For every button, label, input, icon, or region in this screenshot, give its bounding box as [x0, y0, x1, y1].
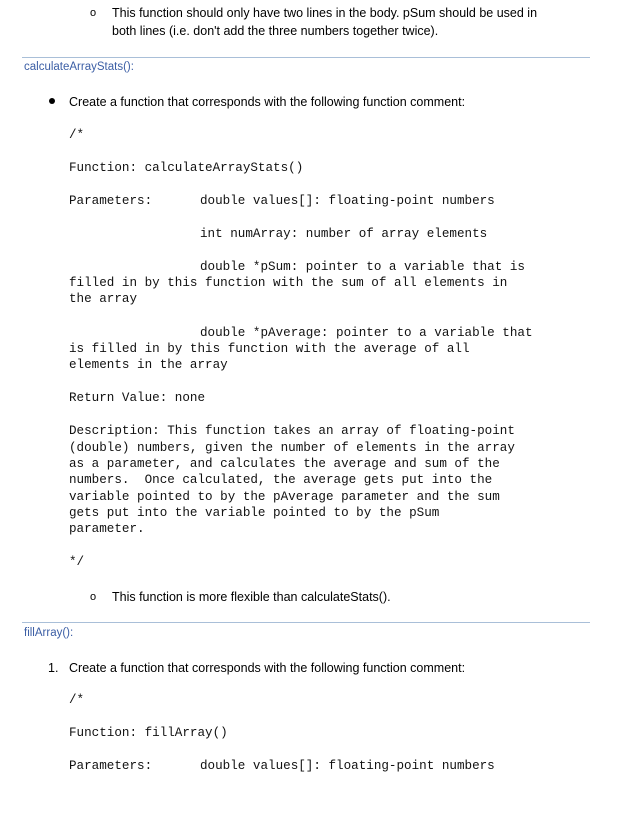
sub-bullet-marker: o [90, 591, 97, 603]
bullet-text: Create a function that corresponds with the following function comment: [69, 95, 466, 109]
comment-description-line-1: Description: This function takes an array of floating-point [69, 424, 515, 438]
comment-param-paverage-line-2: is filled in by this function with the average of all [69, 342, 470, 356]
comment-param-psum-line-3: the array [69, 292, 138, 306]
comment-open: /* [69, 693, 85, 707]
comment-description-line-6: gets put into the variable pointed to by the pSum [69, 506, 440, 520]
comment-description-line-2: (double) numbers, given the number of elements in the array [69, 441, 515, 455]
sub-bullet-text-line-1: This function should only have two lines in the body. pSum should be used in [112, 6, 538, 20]
sub-bullet-text-line-2: both lines (i.e. don't add the three numbers together twice). [112, 24, 439, 38]
comment-description-line-3: as a parameter, and calculates the average and sum of the [69, 457, 500, 471]
comment-param-psum-line-1: double *pSum: pointer to a variable that is [200, 260, 525, 274]
list-item-text: Create a function that corresponds with the following function comment: [69, 661, 466, 675]
comment-close: */ [69, 555, 85, 569]
comment-return-value: Return Value: none [69, 391, 206, 405]
section-heading-calculatearraystats: calculateArrayStats(): [24, 61, 134, 73]
comment-description-line-5: variable pointed to by the pAverage parameter and the sum [69, 490, 500, 504]
comment-param-psum-line-2: filled in by this function with the sum of all elements in [69, 276, 508, 290]
sub-bullet-marker: o [90, 7, 97, 19]
section-divider [22, 622, 590, 623]
comment-function-line: Function: calculateArrayStats() [69, 161, 304, 175]
bullet-disc [49, 98, 55, 104]
comment-description-line-4: numbers. Once calculated, the average gets put into the [69, 473, 493, 487]
comment-description-line-7: parameter. [69, 522, 145, 536]
section-heading-fillarray: fillArray(): [24, 627, 74, 639]
comment-param-paverage-line-3: elements in the array [69, 358, 228, 372]
comment-function-line: Function: fillArray() [69, 726, 228, 740]
comment-param-numarray: int numArray: number of array elements [200, 227, 488, 241]
comment-param-values: double values[]: floating-point numbers [200, 759, 495, 773]
sub-bullet-text: This function is more flexible than calculateStats(). [112, 590, 391, 604]
comment-open: /* [69, 128, 85, 142]
comment-param-paverage-line-1: double *pAverage: pointer to a variable that [200, 326, 533, 340]
comment-param-values: double values[]: floating-point numbers [200, 194, 495, 208]
comment-param-label: Parameters: [69, 194, 153, 208]
section-divider [22, 57, 590, 58]
list-number: 1. [48, 661, 59, 675]
comment-param-label: Parameters: [69, 759, 153, 773]
